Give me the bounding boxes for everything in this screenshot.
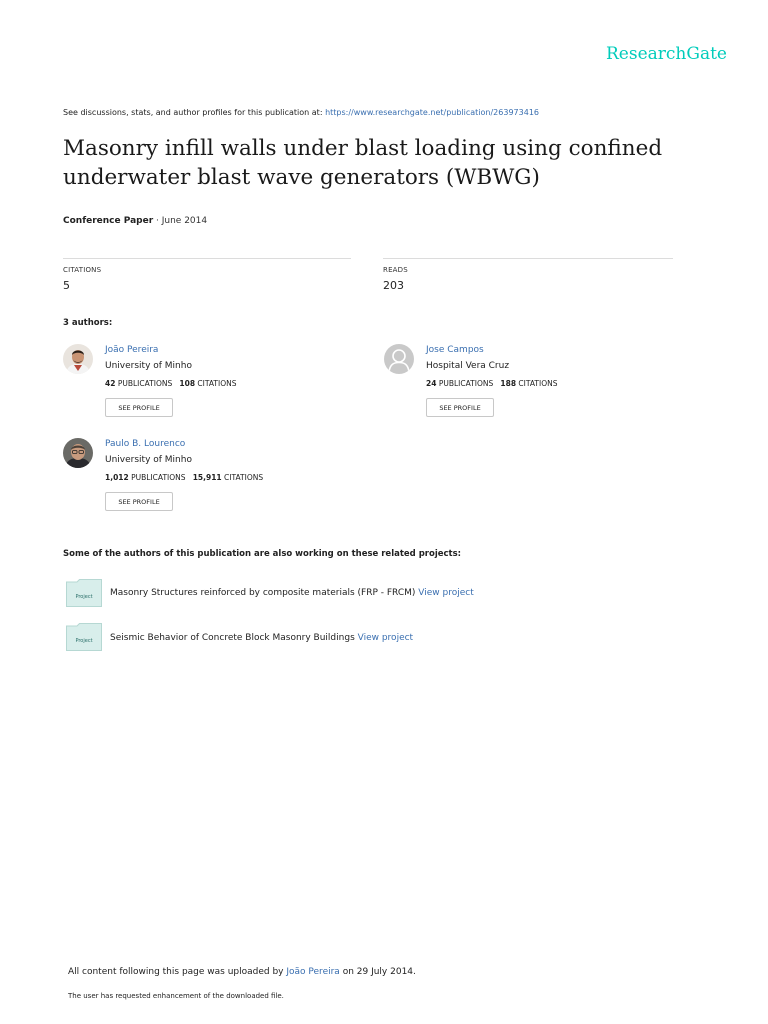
see-profile-button[interactable]: SEE PROFILE — [105, 492, 173, 511]
view-project-link[interactable]: View project — [357, 633, 414, 643]
person-photo-icon — [63, 438, 93, 468]
author-name-link[interactable]: Jose Campos — [426, 345, 484, 355]
publication-date: · June 2014 — [153, 216, 208, 226]
publication-meta — [63, 216, 207, 226]
citations-label: CITATIONS — [516, 379, 558, 388]
reads-label: READS — [383, 266, 408, 274]
author-publications-count: 24 — [426, 379, 437, 388]
disclaimer-text: See discussions, stats, and author profiles for this publication at: — [63, 108, 326, 117]
author-institution: University of Minho — [105, 361, 192, 371]
publications-label: PUBLICATIONS — [436, 379, 494, 388]
default-user-icon — [384, 344, 414, 374]
author-institution: Hospital Vera Cruz — [426, 361, 510, 371]
enhancement-note: The user has requested enhancement of the downloaded file. — [68, 992, 284, 1000]
see-profile-button[interactable]: SEE PROFILE — [105, 398, 173, 417]
citations-label: CITATIONS — [63, 266, 102, 274]
authors-heading: 3 authors: — [63, 318, 113, 328]
author-name-link[interactable]: João Pereira — [105, 345, 159, 355]
citations-label: CITATIONS — [221, 473, 264, 482]
project-badge: Project — [75, 638, 93, 644]
project-title: Masonry Structures reinforced by composite materials (FRP - FRCM) — [110, 588, 419, 598]
project-item — [110, 633, 413, 643]
upload-prefix: All content following this page was uploaded by — [68, 967, 287, 977]
person-photo-icon — [63, 344, 93, 374]
publication-url-link[interactable]: https://www.researchgate.net/publication/263973416 — [325, 108, 539, 117]
project-folder-icon — [66, 623, 102, 651]
project-badge: Project — [75, 594, 93, 600]
author-institution: University of Minho — [105, 455, 192, 465]
project-item — [110, 588, 474, 598]
author-citations-count: 108 — [179, 379, 196, 388]
author-avatar-jose-campos[interactable] — [384, 344, 414, 374]
publications-label: PUBLICATIONS — [115, 379, 173, 388]
upload-info — [68, 967, 416, 977]
researchgate-logo[interactable]: ResearchGate — [606, 44, 727, 64]
author-stats — [105, 473, 263, 482]
uploader-link[interactable]: João Pereira — [286, 967, 340, 977]
related-projects-heading: Some of the authors of this publication are also working on these related projects: — [63, 549, 462, 559]
author-citations-count: 15,911 — [192, 473, 222, 482]
citations-label: CITATIONS — [195, 379, 237, 388]
citations-divider — [63, 258, 351, 259]
author-stats — [105, 379, 237, 388]
citations-count: 5 — [63, 279, 70, 292]
publication-title: Masonry infill walls under blast loading using confined underwater blast wave generators (WBWG) — [63, 136, 663, 190]
author-name-link[interactable]: Paulo B. Lourenco — [105, 439, 186, 449]
author-stats — [426, 379, 558, 388]
author-avatar-joao-pereira[interactable] — [63, 344, 93, 374]
publications-label: PUBLICATIONS — [128, 473, 186, 482]
publication-type: Conference Paper — [63, 216, 154, 226]
author-avatar-paulo-lourenco[interactable] — [63, 438, 93, 468]
reads-count: 203 — [383, 279, 404, 292]
project-folder-icon — [66, 579, 102, 607]
upload-suffix: on 29 July 2014. — [339, 967, 416, 977]
author-publications-count: 42 — [105, 379, 116, 388]
project-title: Seismic Behavior of Concrete Block Masonry Buildings — [110, 633, 358, 643]
see-profile-button[interactable]: SEE PROFILE — [426, 398, 494, 417]
reads-divider — [383, 258, 673, 259]
author-citations-count: 188 — [500, 379, 517, 388]
view-project-link[interactable]: View project — [418, 588, 474, 598]
disclaimer — [63, 108, 539, 117]
author-publications-count: 1,012 — [105, 473, 129, 482]
